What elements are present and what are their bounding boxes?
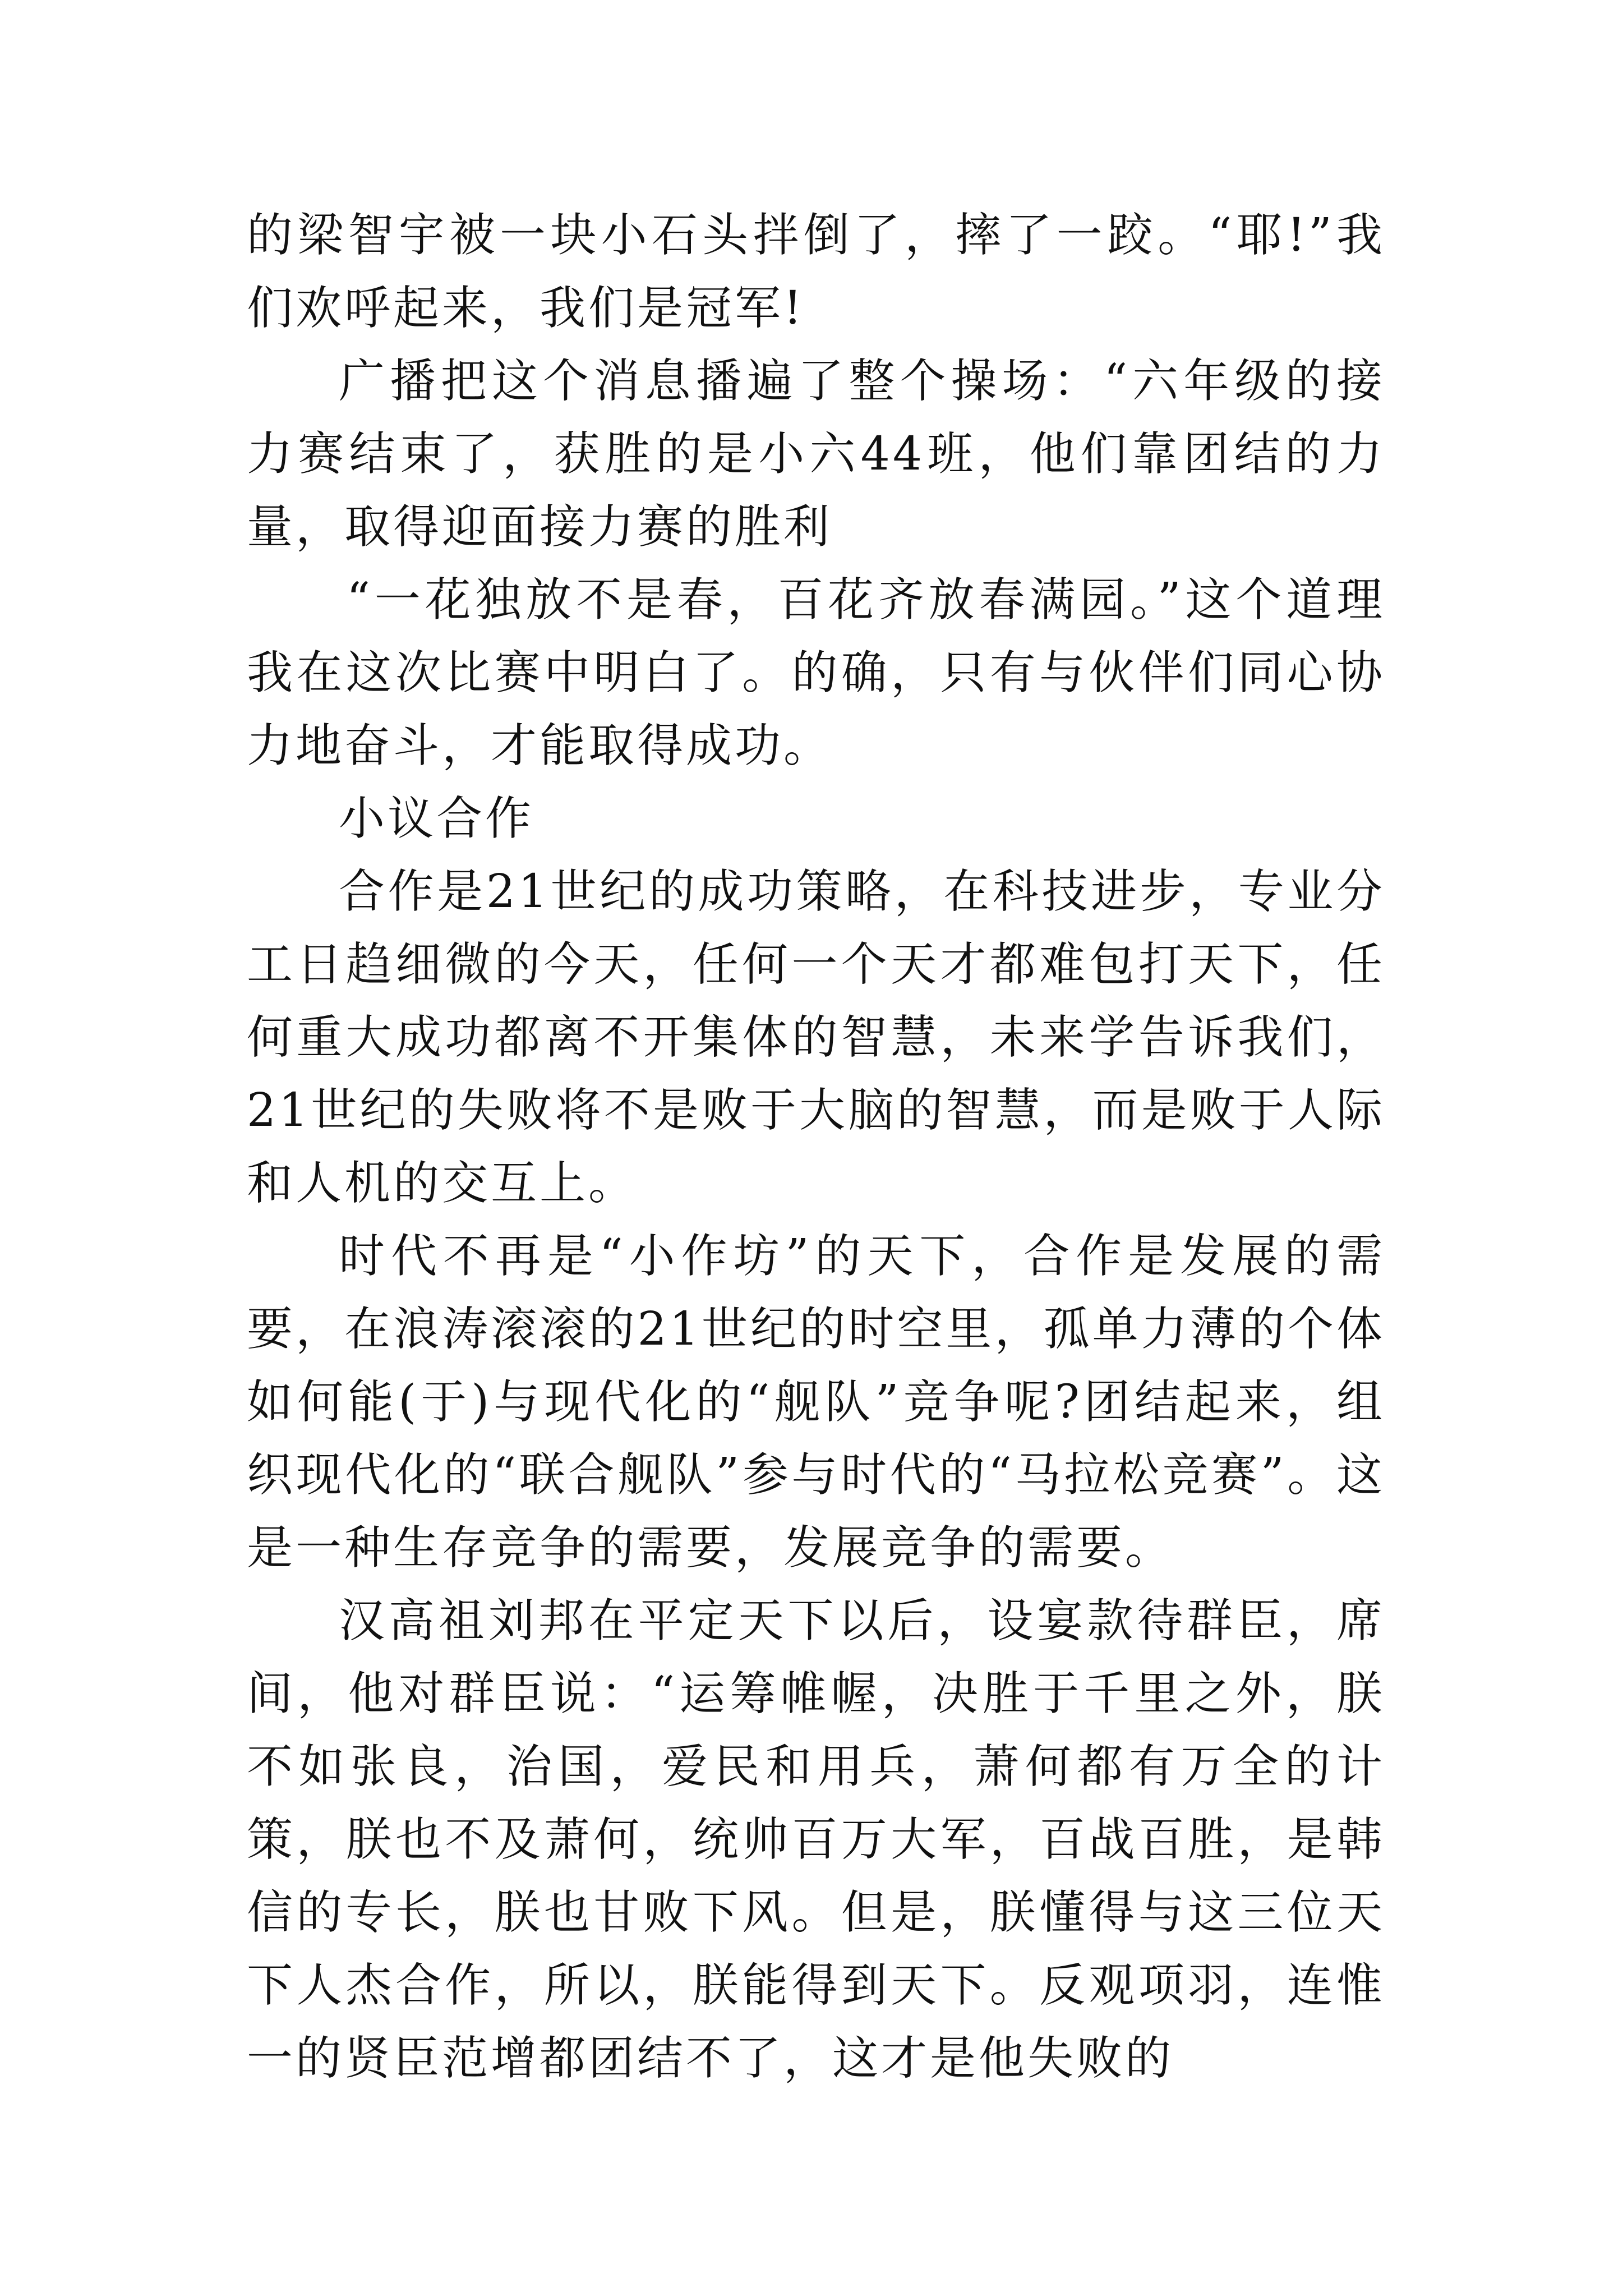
paragraph-cooperation-strategy: 合作是21世纪的成功策略，在科技进步，专业分工日趋细微的今天，任何一个天才都难包打天下，任何重大成功都离不开集体的智慧，未来学告诉我们，21世纪的失败将不是败于大脑的智慧，而是败于人际和人机的交互上。 [247, 865, 1385, 1210]
paragraph-broadcast: 广播把这个消息播遍了整个操场：“六年级的接力赛结束了，获胜的是小六44班，他们靠团结的力量，取得迎面接力赛的胜利 [247, 355, 1385, 554]
section-title: 小议合作 [339, 792, 534, 845]
paragraph-liu-bang: 汉高祖刘邦在平定天下以后，设宴款待群臣，席间，他对群臣说：“运筹帷幄，决胜于千里之外，朕不如张良，治国，爱民和用兵，萧何都有万全的计策，朕也不及萧何，统帅百万大军，百战百胜，是韩信的专长，朕也甘败下风。但是，朕懂得与这三位天下人杰合作，所以，朕能得到天下。反观项羽，连惟一的贤臣范增都团结不了，这才是他失败的 [247, 1594, 1385, 2085]
paragraph-relay-finish: 的梁智宇被一块小石头拌倒了，摔了一跤。“耶!”我们欢呼起来，我们是冠军! [247, 209, 1385, 335]
article-body [247, 199, 1385, 2095]
paragraph-proverb: “一花独放不是春，百花齐放春满园。”这个道理我在这次比赛中明白了。的确，只有与伙伴们同心协力地奋斗，才能取得成功。 [247, 573, 1385, 772]
paragraph-era: 时代不再是“小作坊”的天下，合作是发展的需要，在浪涛滚滚的21世纪的时空里，孤单力薄的个体如何能(于)与现代化的“舰队”竞争呢?团结起来，组织现代化的“联合舰队”参与时代的“马拉松竞赛”。这是一种生存竞争的需要，发展竞争的需要。 [247, 1230, 1385, 1575]
